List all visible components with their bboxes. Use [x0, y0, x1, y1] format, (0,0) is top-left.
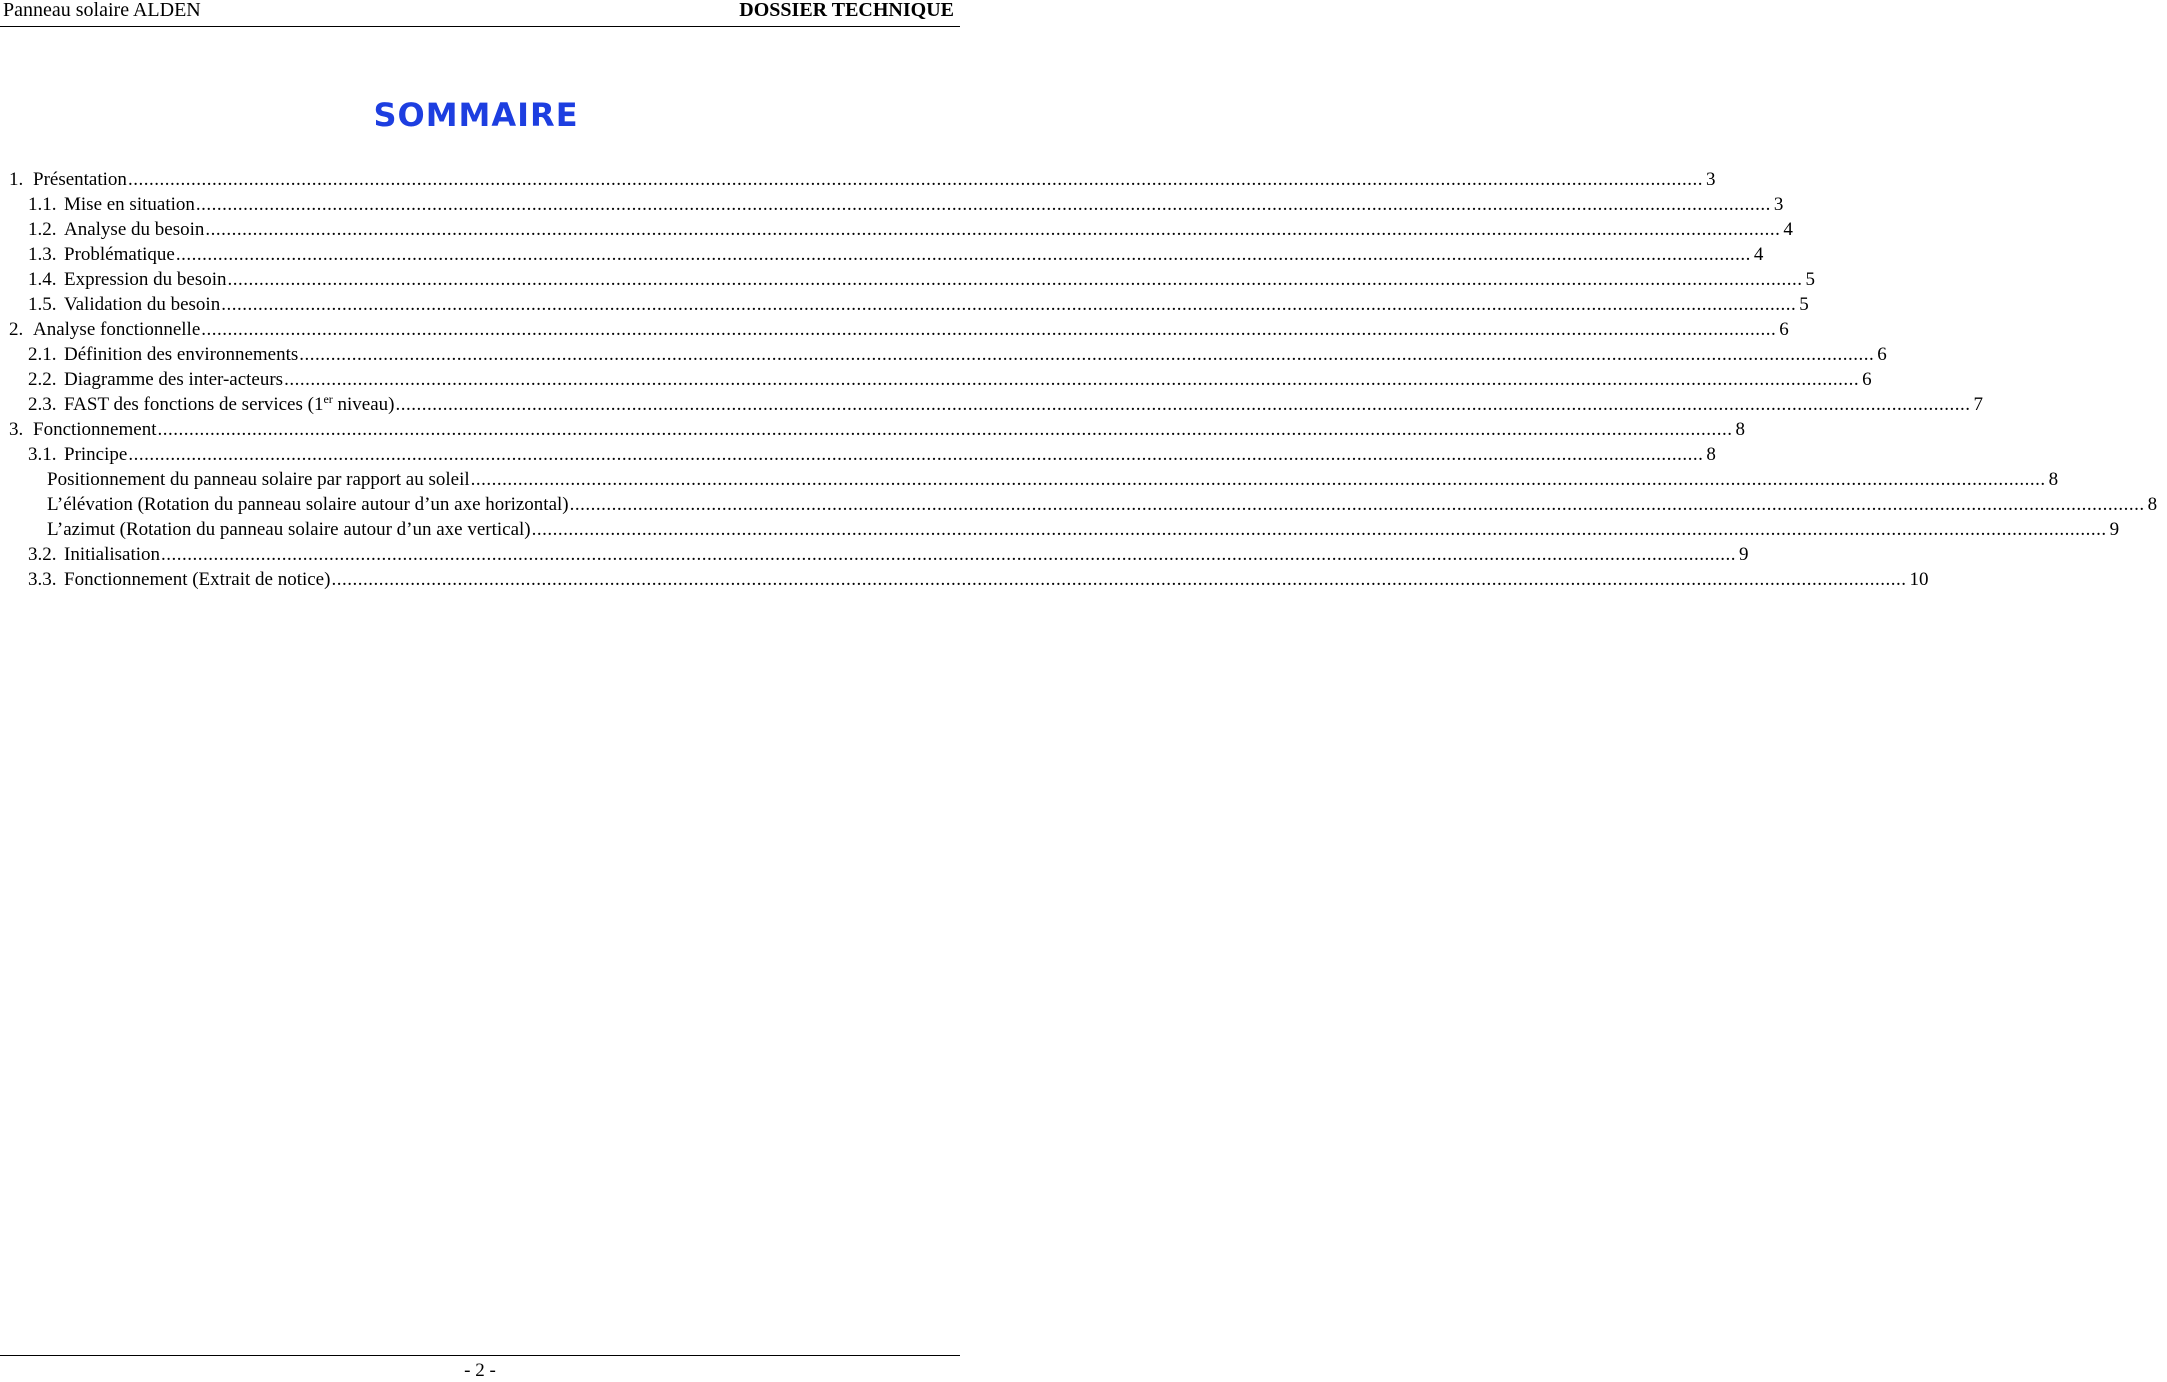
toc-entry-page-number: 8 [2048, 469, 2059, 490]
toc-entry[interactable] [0, 217, 1793, 242]
toc-entry-page-number: 8 [1735, 419, 1745, 440]
toc-entry-text: Analyse du besoin [64, 219, 205, 240]
toc-entry-number: 1.5. [28, 294, 57, 315]
toc-entry[interactable] [0, 517, 2120, 542]
toc-entry[interactable] [0, 392, 1984, 417]
toc-entry-leader: ............................................................................................................................................................................................................................................................................................................ [284, 369, 1860, 390]
toc-entry[interactable] [0, 467, 2059, 492]
toc-entry-number: 1.2. [28, 219, 57, 240]
toc-entry-leader: ............................................................................................................................................................................................................................................................................................................ [195, 194, 1771, 215]
toc-entry-leader: ............................................................................................................................................................................................................................................................................................................ [569, 494, 2145, 515]
toc-entry-page-number: 6 [1877, 344, 1887, 365]
toc-entry-label [9, 167, 127, 192]
toc-entry-number: 1.3. [28, 244, 57, 265]
toc-entry[interactable] [0, 192, 1784, 217]
toc-entry-number: 1.1. [28, 194, 57, 215]
toc-entry-number: 2.3. [28, 394, 57, 415]
toc-entry-page-number: 8 [1706, 444, 1716, 465]
toc-entry-page-number: 3 [1773, 194, 1784, 215]
page-title: SOMMAIRE [373, 96, 579, 134]
toc-entry-number: 3. [9, 419, 24, 440]
toc-entry-text: Fonctionnement (Extrait de notice) [64, 569, 331, 590]
toc-entry-label [28, 267, 227, 292]
toc-entry-leader: ............................................................................................................................................................................................................................................................................................................ [157, 419, 1733, 440]
toc-entry-number: 2. [9, 319, 24, 340]
toc-entry-leader: ............................................................................................................................................................................................................................................................................................................ [205, 219, 1781, 240]
toc-entry-number: 1. [9, 169, 24, 190]
toc-entry-label [28, 367, 283, 392]
toc-entry-leader: ............................................................................................................................................................................................................................................................................................................ [221, 294, 1797, 315]
toc-entry-leader: ............................................................................................................................................................................................................................................................................................................ [470, 469, 2046, 490]
toc-entry-text: Analyse fonctionnelle [33, 319, 201, 340]
toc-entry-number: 3.3. [28, 569, 57, 590]
toc-entry[interactable] [0, 492, 2158, 517]
toc-entry-page-number: 4 [1753, 244, 1764, 265]
toc-entry-label [28, 242, 175, 267]
toc-entry-leader: ............................................................................................................................................................................................................................................................................................................ [127, 169, 1703, 190]
table-of-contents [0, 167, 2158, 592]
toc-entry-text: Validation du besoin [64, 294, 221, 315]
header-document-type: DOSSIER TECHNIQUE [739, 0, 954, 21]
toc-entry[interactable] [0, 317, 1789, 342]
page-title-container [0, 96, 960, 134]
toc-entry-label [28, 392, 395, 417]
toc-entry-leader: ............................................................................................................................................................................................................................................................................................................ [331, 569, 1907, 590]
toc-entry[interactable] [0, 342, 1887, 367]
toc-entry-leader: ............................................................................................................................................................................................................................................................................................................ [531, 519, 2107, 540]
page-footer [0, 1355, 960, 1381]
toc-entry-page-number: 8 [2147, 494, 2158, 515]
header-document-name: Panneau solaire ALDEN [3, 0, 201, 21]
toc-entry-text: Fonctionnement [33, 419, 157, 440]
toc-entry-label [28, 542, 160, 567]
toc-entry-text: Mise en situation [64, 194, 195, 215]
toc-entry-label [9, 317, 200, 342]
toc-entry-label [28, 567, 330, 592]
toc-entry[interactable] [0, 167, 1716, 192]
toc-entry-label [28, 442, 127, 467]
toc-entry-number: 3.1. [28, 444, 57, 465]
toc-entry-text: Présentation [33, 169, 127, 190]
toc-entry-number: 3.2. [28, 544, 57, 565]
toc-entry-page-number: 9 [1739, 544, 1749, 565]
toc-entry-page-number: 4 [1783, 219, 1793, 240]
toc-entry-page-number: 7 [1973, 394, 1984, 415]
toc-entry[interactable] [0, 242, 1764, 267]
toc-entry-text: Positionnement du panneau solaire par rapport au soleil [47, 469, 470, 490]
toc-entry-text: Problématique [64, 244, 175, 265]
toc-entry-number: 1.4. [28, 269, 57, 290]
toc-entry-text: Expression du besoin [64, 269, 227, 290]
toc-entry-number: 2.2. [28, 369, 57, 390]
toc-entry-page-number: 9 [2109, 519, 2120, 540]
page-header [0, 0, 960, 27]
toc-entry-leader: ............................................................................................................................................................................................................................................................................................................ [227, 269, 1803, 290]
toc-entry-leader: ............................................................................................................................................................................................................................................................................................................ [175, 244, 1751, 265]
toc-entry-leader: ............................................................................................................................................................................................................................................................................................................ [128, 444, 1704, 465]
toc-entry-page-number: 6 [1779, 319, 1789, 340]
toc-entry-text: Principe [64, 444, 128, 465]
toc-entry-label [47, 467, 470, 492]
toc-entry-label [47, 492, 569, 517]
toc-entry-page-number: 10 [1909, 569, 1929, 590]
toc-entry-page-number: 6 [1862, 369, 1872, 390]
toc-entry-text: L’azimut (Rotation du panneau solaire autour d’un axe vertical) [47, 519, 531, 540]
toc-entry-text-after: niveau) [332, 394, 395, 415]
toc-entry-label [28, 292, 220, 317]
toc-entry-text: Diagramme des inter-acteurs [64, 369, 284, 390]
toc-entry[interactable] [0, 267, 1816, 292]
toc-entry[interactable] [0, 367, 1872, 392]
toc-entry-label [28, 342, 298, 367]
toc-entry[interactable] [0, 542, 1749, 567]
toc-entry-text: L’élévation (Rotation du panneau solaire autour d’un axe horizontal) [47, 494, 569, 515]
toc-entry-text: Définition des environnements [64, 344, 299, 365]
toc-entry[interactable] [0, 292, 1809, 317]
toc-entry[interactable] [0, 442, 1716, 467]
toc-entry-page-number: 3 [1705, 169, 1716, 190]
toc-entry-text: FAST des fonctions de services (1 [64, 394, 324, 415]
toc-entry-leader: ............................................................................................................................................................................................................................................................................................................ [395, 394, 1971, 415]
toc-entry-superscript: er [323, 392, 333, 406]
toc-entry-label [28, 192, 195, 217]
footer-page-number: - 2 - [464, 1360, 496, 1381]
toc-entry[interactable] [0, 567, 1929, 592]
toc-entry-leader: ............................................................................................................................................................................................................................................................................................................ [299, 344, 1875, 365]
toc-entry-leader: ............................................................................................................................................................................................................................................................................................................ [201, 319, 1777, 340]
toc-entry-label [47, 517, 531, 542]
toc-entry-leader: ............................................................................................................................................................................................................................................................................................................ [161, 544, 1737, 565]
toc-entry-page-number: 5 [1805, 269, 1816, 290]
toc-entry-page-number: 5 [1799, 294, 1809, 315]
toc-entry-label [9, 417, 156, 442]
toc-entry-number: 2.1. [28, 344, 57, 365]
toc-entry-text: Initialisation [64, 544, 161, 565]
toc-entry[interactable] [0, 417, 1745, 442]
toc-entry-label [28, 217, 204, 242]
